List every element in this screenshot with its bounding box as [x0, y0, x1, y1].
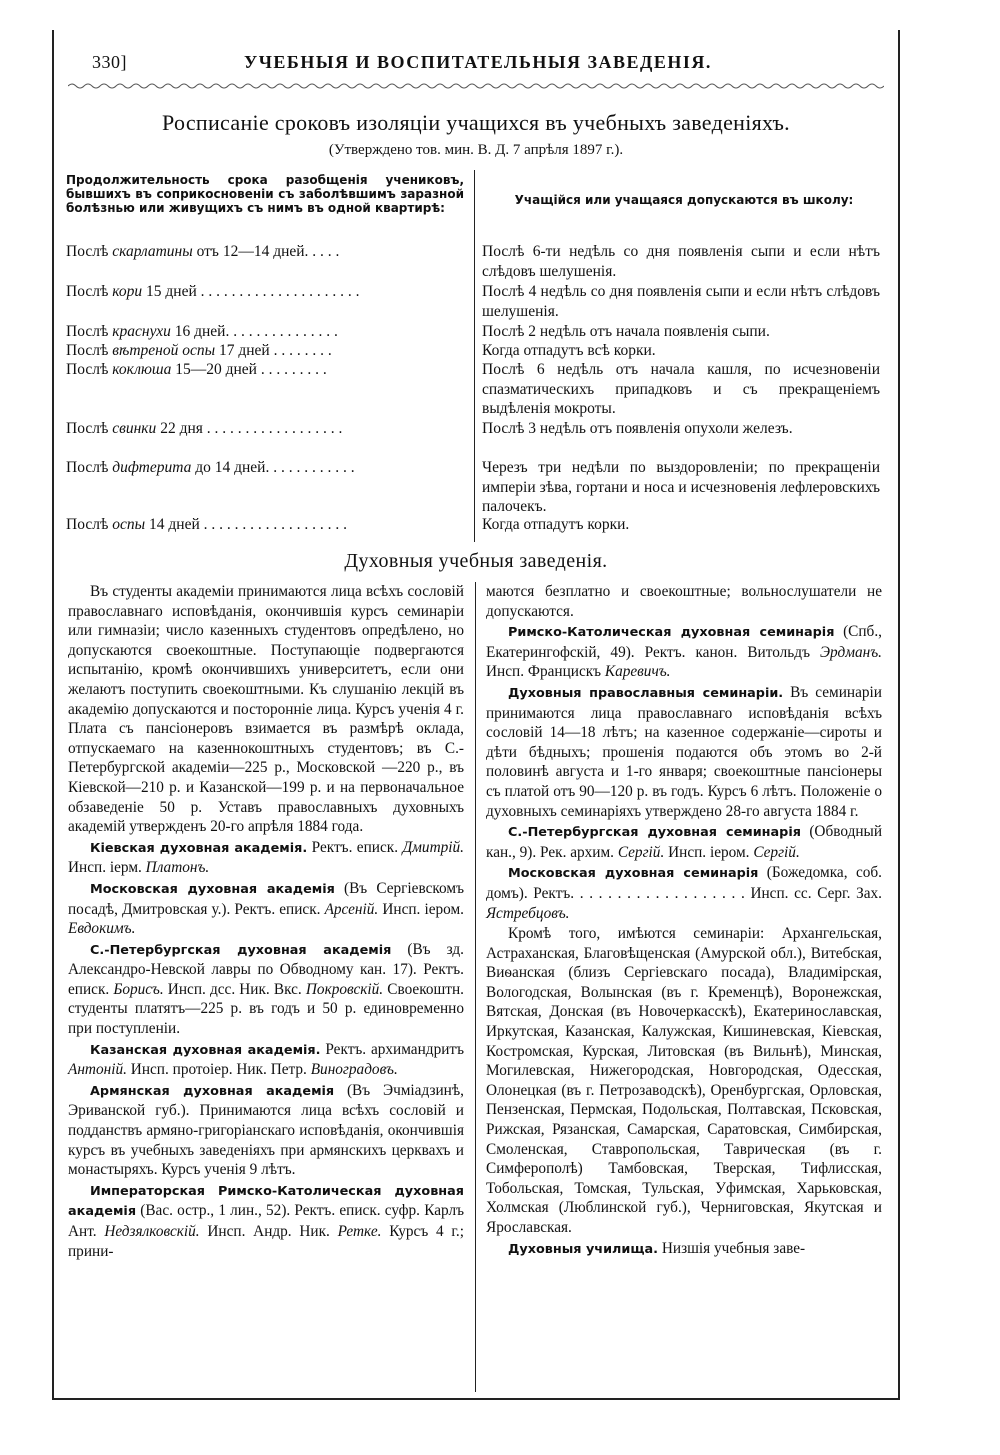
readmission-rule: Послѣ 6 недѣль отъ начала кашля, по исчезновеніи спазматическихъ припадковъ и съ прекращеніемъ выдѣленія мокроты. [482, 361, 880, 418]
readmission-rule: Когда отпадутъ корки. [482, 516, 630, 533]
disease-name: коклюша [112, 361, 172, 378]
spb-academy-entry: С.-Петербургская духовная академія (Въ зд. Александро-Невской лавры по Обводному кан. 17). Ректъ. еписк. Борисъ. Инсп. дсс. Ник. Вкс. Покровскій. Своекоштн. студенты платятъ—225 р. въ годъ и 50 р. единовременно при поступленіи. [68, 940, 464, 1038]
disease-name: скарлатины [112, 243, 193, 260]
readmission-rule: Послѣ 6-ти недѣль со дня появленія сыпи и если нѣтъ слѣдовъ шелушенія. [482, 243, 880, 280]
left-column [68, 582, 464, 1262]
moscow-seminary-entry: Московская духовная семинарія (Божедомка, соб. домъ). Ректъ. . . . . . . . . . . . . . . . . . . Инсп. сс. Серг. Зах. Ястребцовъ. [486, 864, 882, 922]
page-number: 330] [92, 52, 127, 72]
readmission-rule: Послѣ 3 недѣль отъ появленія опухоли железъ. [482, 420, 793, 437]
readmission-rule: Послѣ 4 недѣль со дня появленія сыпи и если нѣтъ слѣдовъ шелушенія. [482, 283, 880, 320]
catholic-academy-continued: маются безплатно и своекоштные; вольнослушатели не допускаются. [486, 583, 882, 620]
kiev-academy-entry: Кіевская духовная академія. Ректъ. еписк. Дмитрій. Инсп. іерм. Платонъ. [68, 838, 464, 877]
catholic-seminary-entry: Римско-Католическая духовная семинарія (Спб., Екатерингофскій, 49). Ректъ. канон. Витольдъ Эрдманъ. Инсп. Францискъ Каревичъ. [486, 623, 882, 681]
spb-seminary-entry: С.-Петербургская духовная семинарія (Обводный кан., 9). Рек. архим. Сергій. Инсп. іером. Сергій. [486, 823, 883, 861]
other-seminaries-list: Кромѣ того, имѣются семинаріи: Архангельская, Астраханская, Благовѣщенская (Амурской обл.), Витебская, Виѳанская (близъ Сергіевскаго посада), Владимірская, Вологодская, Волынская (въ г. Кременцѣ), Воронежская, Вятская, Донская (въ Новочеркасскѣ), Екатеринославская, Иркутская, Казанская, Калужская, Кишиневская, Кіевская, Костромская, Курская, Литовская (въ Вильнѣ), Минская, Могилевская, Нижегородская, Новгородская, Одесская, Олонецкая (въ г. Петрозаводскѣ), Оренбургская, Орловская, Пензенская, Пермская, Подольская, Полтавская, Псковская, Рижская, Рязанская, Самарская, Саратовская, Симбирская, Смоленская, Ставропольская, Таврическая (въ г. Симферополѣ) Тамбовская, Тверская, Тифлисская, Тобольская, Томская, Тульская, Уфимская, Харьковская, Холмская (Люблинской губ.), Черниговская, Якутская и Ярославская. [486, 925, 882, 1236]
readmission-rule: Когда отпадутъ всѣ корки. [482, 342, 656, 359]
catholic-academy-entry: Императорская Римско-Католическая духовная академія (Вас. остр., 1 лин., 52). Ректъ. еписк. суфр. Карлъ Ант. Недзялковскій. Инсп. Андр. Ник. Ретке. Курсъ 4 г.; прини- [68, 1183, 465, 1260]
orthodox-seminaries-entry: Духовныя православныя семинаріи. Въ семинаріи принимаются лица православнаго исповѣданія всѣхъ сословій 14—18 лѣтъ; на казенное содержаніе—сироты и дѣти бѣдныхъ; прошенія подаются объ этомъ во 2-й половинѣ августа и 1-го января; своекоштные пансіонеры съ платой отъ 90—120 р. въ годъ. Курсъ 6 лѣтъ. Положеніе о духовныхъ семинаріяхъ утверждено 28-го августа 1884 г. [486, 683, 882, 820]
armenian-academy-entry: Армянская духовная академія (Въ Эчміадзинѣ, Эриванской губ.). Принимаются лица всѣхъ сословій и подданствъ армяно-григоріанскаго исповѣданія, окончившія курсъ въ учебныхъ заведеніяхъ при армянскихъ церквахъ и монастыряхъ. Курсъ ученія 9 лѣтъ. [68, 1081, 464, 1179]
moscow-academy-entry: Московская духовная академія (Въ Сергіевскомъ посадѣ, Дмитровская у.). Ректъ. еписк. Арсеній. Инсп. іером. Евдокимъ. [68, 879, 465, 938]
academies-intro: Въ студенты академіи принимаются лица всѣхъ сословій православнаго исповѣданія, окончившія курсъ семинаріи или гимназіи; число казенныхъ студентовъ опредѣлено, но допускаются своекоштные. Поступающіе подвергаются испытанію, кромѣ окончившихъ университетъ, если они желаютъ поступить своекоштными. Къ слушанію лекцій въ академію допускаются и посторонніе лица. Курсъ ученія 4 г. Плата съ пансіонеровъ взимается въ размѣрѣ оклада, отпускаемаго на казеннокоштныхъ студентовъ; въ С.-Петербургской академіи—225 р., Московской —220 р., въ Кіевской—210 р. и Казанской—199 р. и на первоначальное обзаведеніе 50 р. Уставъ православныхъ духовныхъ академій утвержденъ 20-го апрѣля 1884 года. [68, 583, 464, 836]
ornamental-rule [68, 82, 884, 90]
column-head-left: Продолжительность срока разобщенія учениковъ, бывшихъ въ соприкосновеніи съ заболѣвшимъ заразной болѣзнью или живущихъ съ нимъ въ одной квартирѣ: [66, 173, 464, 215]
column-head-right: Учащійся или учащаяся допускаются въ школу: [514, 193, 854, 207]
spiritual-schools-entry: Духовныя училища. Низшія учебныя заве- [508, 1239, 806, 1257]
readmission-rule: Черезъ три недѣли по выздоровленіи; по прекращеніи имперіи зѣва, гортани и носа и исчезновенія лефлеровскихъ палочекъ. [482, 459, 880, 516]
schedule-subtitle: (Утверждено тов. мин. В. Д. 7 апрѣля 1897 г.). [328, 142, 624, 158]
column-divider-bottom [475, 582, 476, 1392]
disease-name: краснухи [112, 323, 171, 340]
disease-name: оспы [112, 516, 146, 533]
column-divider-top [474, 170, 475, 542]
schedule-title: Росписаніе сроковъ изоляціи учащихся въ учебныхъ заведеніяхъ. [162, 110, 790, 135]
running-title: УЧЕБНЫЯ И ВОСПИТАТЕЛЬНЫЯ ЗАВЕДЕНІЯ. [244, 52, 712, 72]
disease-name: дифтерита [112, 459, 192, 476]
kazan-academy-entry: Казанская духовная академія. Ректъ. архимандритъ Антоній. Инсп. протоіер. Ник. Петр. Виноградовъ. [68, 1040, 464, 1079]
disease-name: свинки [112, 420, 157, 437]
section-title: Духовныя учебныя заведенія. [344, 550, 608, 572]
right-column [486, 582, 882, 1260]
disease-name: кори [112, 283, 143, 300]
page-frame: 330] УЧЕБНЫЯ И ВОСПИТАТЕЛЬНЫЯ ЗАВЕДЕНІЯ. Росписаніе сроковъ изоляціи учащихся въ учебныхъ заведеніяхъ. (Утверждено тов. мин. В. Д. 7 апрѣля 1897 г.). Продолжительность срока разобщенія учениковъ, бывшихъ въ соприкосновеніи съ заболѣвшимъ заразной болѣзнью или живущихъ съ нимъ въ одной квартирѣ: Учащійся или учащаяся допускаются въ школу: Послѣ скарлатины отъ 12—14 дней. . . . . Послѣ 6-ти недѣль со дня появленія сыпи и если нѣтъ слѣдовъ шелушенія. Послѣ кори 15 дней . . . . . . . . . . . . . . . . . . . . . Послѣ 4 недѣль со дня появленія сыпи и если нѣтъ слѣдовъ шелушенія. Послѣ краснухи 16 дней. . . . . . . . . . . . . . . Послѣ 2 недѣль отъ начала появленія сыпи. Послѣ вѣтреной оспы 17 дней . . . . . . . . Когда отпадутъ всѣ корки. Послѣ коклюша 15—20 дней . . . . . . . . . Послѣ 6 недѣль отъ начала кашля, по исчезновеніи спазматическихъ припадковъ и съ прекращеніемъ выдѣленія мокроты. Послѣ свинки 22 дня . . . . . . . . . . . . . . . . . . Послѣ 3 недѣль отъ появленія опухоли железъ. Послѣ дифтерита до 14 дней. . . . . . . . . . . . Черезъ три недѣли по выздоровленіи; по прекращеніи имперіи зѣва, гортани и носа и исчезновенія лефлеровскихъ палочекъ. Послѣ оспы 14 дней . . . . . . . . . . . . . . . . . . . Когда отпадутъ корки. Духовныя учебныя заведенія. Въ студенты академіи принимаются лица всѣхъ сословій православнаго исповѣданія, окончившія курсъ семинаріи или гимназіи; число казенныхъ студентовъ опредѣлено, но допускаются своекоштные. Поступающіе подвергаются испытанію, кромѣ окончившихъ университетъ, если они желаютъ поступить своекоштными. Къ слушанію лекцій въ академію допускаются и посторонніе лица. Курсъ ученія 4 г. Плата съ пансіонеровъ взимается въ размѣрѣ оклада, отпускаемаго на казеннокоштныхъ студентовъ; въ С.-Петербургской академіи—225 р., Московской —220 р., въ Кіевской—210 р. и Казанской—199 р. и на первоначальное обзаведеніе 50 р. Уставъ православныхъ духовныхъ академій утвержденъ 20-го апрѣля 1884 года. Кіевская духовная академія. Ректъ. еписк. Дмитрій. Инсп. іерм. Платонъ. Московская духовная академія (Въ Сергіевскомъ посадѣ, Дмитровская у.). Ректъ. еписк. Арсеній. Инсп. іером. Евдокимъ. С.-Петербургская духовная академія (Въ зд. Александро-Невской лавры по Обводному кан. 17). Ректъ. еписк. Борисъ. Инсп. дсс. Ник. Вкс. Покровскій. Своекоштн. студенты платятъ—225 р. въ годъ и 50 р. единовременно при поступленіи. Казанская духовная академія. Ректъ. архимандритъ Антоній. Инсп. протоіер. Ник. Петр. Виноградовъ. Армянская духовная академія (Въ Эчміадзинѣ, Эриванской губ.). Принимаются лица всѣхъ сословій и подданствъ армяно-григоріанскаго исповѣданія, окончившія курсъ въ учебныхъ заведеніяхъ при армянскихъ церквахъ и монастыряхъ. Курсъ ученія 9 лѣтъ. Императорская Римско-Католическая духовная академія (Вас. остр., 1 лин., 52). Ректъ. еписк. суфр. Карлъ Ант. Недзялковскій. Инсп. Андр. Ник. Ретке. Курсъ 4 г.; прини- маются безплатно и своекоштные; вольнослушатели не допускаются. Римско-Католическая духовная семинарія (Спб., Екатерингофскій, 49). Ректъ. канон. Витольдъ Эрдманъ. Инсп. Францискъ Каревичъ. Духовныя православныя семинаріи. Въ семинаріи принимаются лица православнаго исповѣданія всѣхъ сословій 14—18 лѣтъ; на казенное содержаніе—сироты и дѣти бѣдныхъ; прошенія подаются объ этомъ во 2-й половинѣ августа и 1-го января; своекоштные пансіонеры съ платой отъ 90—120 р. въ годъ. Курсъ 6 лѣтъ. Положеніе о духовныхъ семинаріяхъ утверждено 28-го августа 1884 г. С.-Петербургская духовная семинарія (Обводный кан., 9). Рек. архим. Сергій. Инсп. іером. Сергій. Московская духовная семинарія (Божедомка, соб. домъ). Ректъ. . . . . . . . . . . . . . . . . . . Инсп. сс. Серг. Зах. Ястребцовъ. Кромѣ того, имѣются семинаріи: Архангельская, Астраханская, Благовѣщенская (Амурской обл.), Витебская, Виѳанская (близъ Сергіевскаго посада), Владимірская, Вологодская, Волынская (въ г. Кременцѣ), Воронежская, Вятская, Донская (въ Новочеркасскѣ), Екатеринославская, Иркутская, Казанская, Калужская, Кишиневская, Кіевская, Костромская, Курская, Литовская (въ Вильнѣ), Минская, Могилевская, Нижегородская, Новгородская, Одесская, Олонецкая (въ г. Петрозаводскѣ), Оренбургская, Орловская, Пензенская, Пермская, Подольская, Полтавская, Псковская, Рижская, Рязанская, Самарская, Саратовская, Симбирская, Смоленская, Ставропольская, Таврическая (въ г. Симферополѣ) Тамбовская, Тверская, Тифлисская, Тобольская, Томская, Тульская, Уфимская, Харьковская, Холмская (Люблинской губ.), Черниговская, Якутская и Ярославская. Духовныя училища. Низшія учебныя заве- [52, 30, 900, 1400]
disease-name: вѣтреной оспы [112, 342, 216, 359]
readmission-rule: Послѣ 2 недѣль отъ начала появленія сыпи. [482, 323, 770, 340]
